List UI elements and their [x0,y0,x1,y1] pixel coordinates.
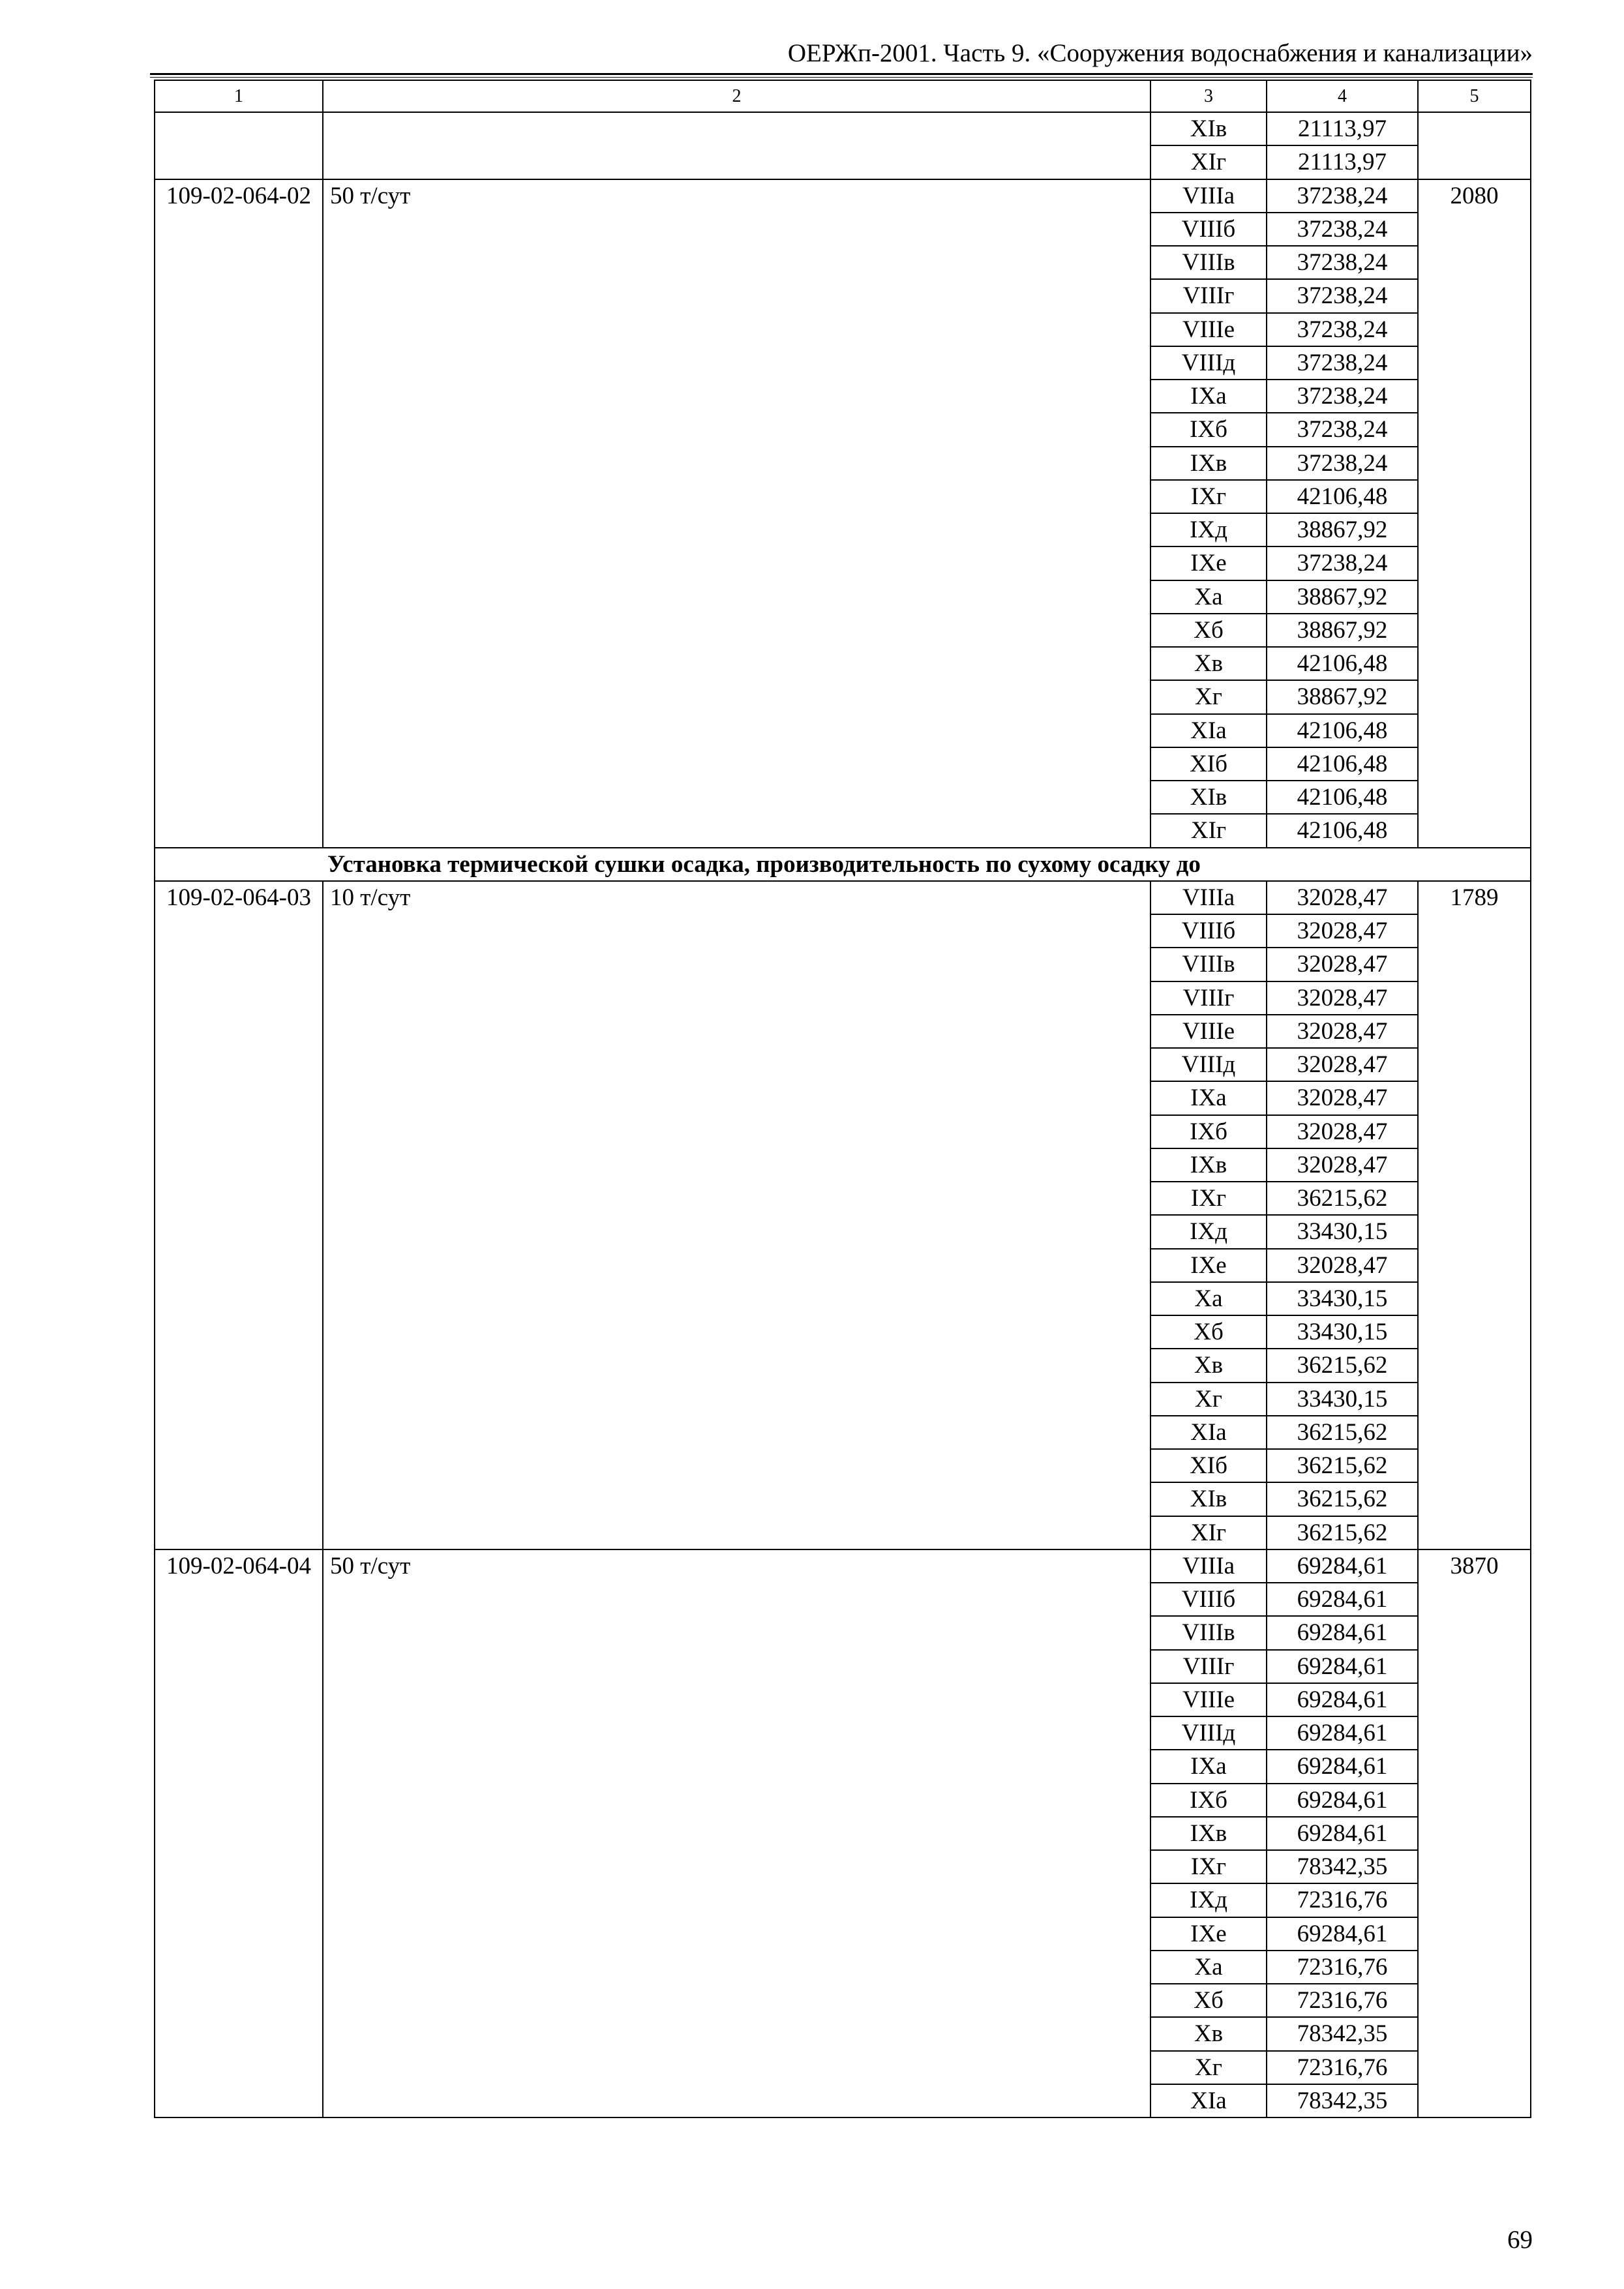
zone-cell: IXд [1150,513,1267,546]
zone-cell: VIIIв [1150,948,1267,981]
zone-cell: XIв [1150,781,1267,814]
zone-cell: IXд [1150,1883,1267,1917]
value-cell: 38867,92 [1267,580,1418,614]
value-cell: 32028,47 [1267,1081,1418,1115]
zone-cell: Xв [1150,2017,1267,2050]
zone-cell: VIIIг [1150,1650,1267,1683]
value-cell: 36215,62 [1267,1182,1418,1215]
rates-table [154,80,1531,2118]
table-row [155,112,1531,145]
value-cell: 36215,62 [1267,1416,1418,1449]
value-cell: 42106,48 [1267,781,1418,814]
zone-cell: IXв [1150,1817,1267,1850]
zone-cell: IXв [1150,1148,1267,1182]
value-cell: 69284,61 [1267,1817,1418,1850]
zone-cell: XIа [1150,2084,1267,2117]
zone-cell: Xа [1150,1951,1267,1984]
value-cell: 37238,24 [1267,346,1418,380]
table-row [155,1549,1531,1583]
zone-cell: VIIIд [1150,1048,1267,1081]
zone-cell: XIв [1150,112,1267,145]
zone-cell: IXд [1150,1215,1267,1248]
col5-cell: 2080 [1418,179,1531,848]
zone-cell: VIIIв [1150,1616,1267,1649]
zone-cell: XIб [1150,1449,1267,1482]
value-cell: 33430,15 [1267,1383,1418,1416]
value-cell: 37238,24 [1267,279,1418,312]
zone-cell: VIIIг [1150,981,1267,1015]
zone-cell: VIIIд [1150,1716,1267,1750]
value-cell: 36215,62 [1267,1349,1418,1382]
zone-cell: XIг [1150,1516,1267,1549]
value-cell: 37238,24 [1267,213,1418,246]
value-cell: 36215,62 [1267,1516,1418,1549]
table-row [155,179,1531,213]
page-number: 69 [1507,2226,1533,2254]
column-number: 3 [1150,80,1267,112]
zone-cell: IXг [1150,1182,1267,1215]
zone-cell: IXб [1150,1115,1267,1148]
zone-cell: Xб [1150,1984,1267,2017]
value-cell: 32028,47 [1267,1249,1418,1282]
zone-cell: Xб [1150,1315,1267,1349]
value-cell: 69284,61 [1267,1750,1418,1783]
zone-cell: IXе [1150,546,1267,580]
value-cell: 37238,24 [1267,246,1418,279]
section-title: Установка термической сушки осадка, производительность по сухому осадку до [155,848,1531,881]
value-cell: 42106,48 [1267,814,1418,847]
value-cell: 37238,24 [1267,380,1418,413]
zone-cell: IXа [1150,1750,1267,1783]
zone-cell: XIб [1150,747,1267,781]
item-code-cell: 109-02-064-02 [155,179,323,848]
value-cell: 69284,61 [1267,1549,1418,1583]
item-name-cell: 10 т/сут [323,881,1150,1549]
value-cell: 37238,24 [1267,179,1418,213]
value-cell: 69284,61 [1267,1616,1418,1649]
value-cell: 32028,47 [1267,1148,1418,1182]
value-cell: 36215,62 [1267,1482,1418,1516]
value-cell: 32028,47 [1267,1115,1418,1148]
zone-cell: VIIIд [1150,346,1267,380]
value-cell: 21113,97 [1267,145,1418,179]
header-rule [150,73,1533,75]
zone-cell: IXа [1150,380,1267,413]
item-code-cell: 109-02-064-04 [155,1549,323,2117]
column-number: 2 [323,80,1150,112]
zone-cell: VIIIа [1150,179,1267,213]
value-cell: 33430,15 [1267,1315,1418,1349]
value-cell: 69284,61 [1267,1583,1418,1616]
col5-cell [1418,112,1531,179]
value-cell: 37238,24 [1267,546,1418,580]
value-cell: 32028,47 [1267,1015,1418,1048]
value-cell: 38867,92 [1267,513,1418,546]
zone-cell: VIIIб [1150,1583,1267,1616]
value-cell: 38867,92 [1267,614,1418,647]
page-header: ОЕРЖп-2001. Часть 9. «Сооружения водоснабжения и канализации» [787,39,1533,67]
value-cell: 42106,48 [1267,480,1418,513]
zone-cell: VIIIв [1150,246,1267,279]
zone-cell: VIIIб [1150,213,1267,246]
zone-cell: IXе [1150,1917,1267,1951]
value-cell: 37238,24 [1267,313,1418,346]
value-cell: 32028,47 [1267,881,1418,914]
zone-cell: IXв [1150,447,1267,480]
item-name-cell [323,112,1150,179]
value-cell: 37238,24 [1267,413,1418,446]
item-name-cell: 50 т/сут [323,179,1150,848]
column-number: 5 [1418,80,1531,112]
value-cell: 69284,61 [1267,1917,1418,1951]
zone-cell: IXб [1150,413,1267,446]
zone-cell: XIг [1150,145,1267,179]
zone-cell: Xг [1150,680,1267,713]
value-cell: 72316,76 [1267,2051,1418,2084]
zone-cell: IXб [1150,1784,1267,1817]
zone-cell: VIIIе [1150,1683,1267,1716]
column-number-row [155,80,1531,112]
zone-cell: VIIIб [1150,914,1267,948]
item-name-cell: 50 т/сут [323,1549,1150,2117]
item-code-cell: 109-02-064-03 [155,881,323,1549]
zone-cell: Xв [1150,647,1267,680]
col5-cell: 3870 [1418,1549,1531,2117]
value-cell: 32028,47 [1267,914,1418,948]
zone-cell: XIа [1150,1416,1267,1449]
zone-cell: Xа [1150,1282,1267,1315]
zone-cell: VIIIа [1150,1549,1267,1583]
value-cell: 72316,76 [1267,1951,1418,1984]
value-cell: 38867,92 [1267,680,1418,713]
value-cell: 69284,61 [1267,1650,1418,1683]
zone-cell: VIIIа [1150,881,1267,914]
zone-cell: IXе [1150,1249,1267,1282]
zone-cell: Xа [1150,580,1267,614]
value-cell: 33430,15 [1267,1215,1418,1248]
value-cell: 32028,47 [1267,948,1418,981]
zone-cell: VIIIе [1150,1015,1267,1048]
zone-cell: XIг [1150,814,1267,847]
column-number: 1 [155,80,323,112]
value-cell: 78342,35 [1267,1850,1418,1883]
zone-cell: Xг [1150,2051,1267,2084]
section-row [155,848,1531,881]
zone-cell: XIа [1150,714,1267,747]
header-rule-thin [150,77,1533,78]
value-cell: 42106,48 [1267,647,1418,680]
value-cell: 33430,15 [1267,1282,1418,1315]
value-cell: 32028,47 [1267,981,1418,1015]
table-row [155,881,1531,914]
zone-cell: Xб [1150,614,1267,647]
zone-cell: VIIIе [1150,313,1267,346]
zone-cell: IXг [1150,1850,1267,1883]
col5-cell: 1789 [1418,881,1531,1549]
zone-cell: Xв [1150,1349,1267,1382]
zone-cell: VIIIг [1150,279,1267,312]
zone-cell: Xг [1150,1383,1267,1416]
value-cell: 78342,35 [1267,2084,1418,2117]
value-cell: 72316,76 [1267,1984,1418,2017]
column-number: 4 [1267,80,1418,112]
value-cell: 72316,76 [1267,1883,1418,1917]
value-cell: 36215,62 [1267,1449,1418,1482]
value-cell: 37238,24 [1267,447,1418,480]
value-cell: 42106,48 [1267,747,1418,781]
value-cell: 21113,97 [1267,112,1418,145]
item-code-cell [155,112,323,179]
zone-cell: IXг [1150,480,1267,513]
value-cell: 32028,47 [1267,1048,1418,1081]
value-cell: 78342,35 [1267,2017,1418,2050]
value-cell: 69284,61 [1267,1784,1418,1817]
value-cell: 42106,48 [1267,714,1418,747]
value-cell: 69284,61 [1267,1683,1418,1716]
value-cell: 69284,61 [1267,1716,1418,1750]
zone-cell: XIв [1150,1482,1267,1516]
zone-cell: IXа [1150,1081,1267,1115]
